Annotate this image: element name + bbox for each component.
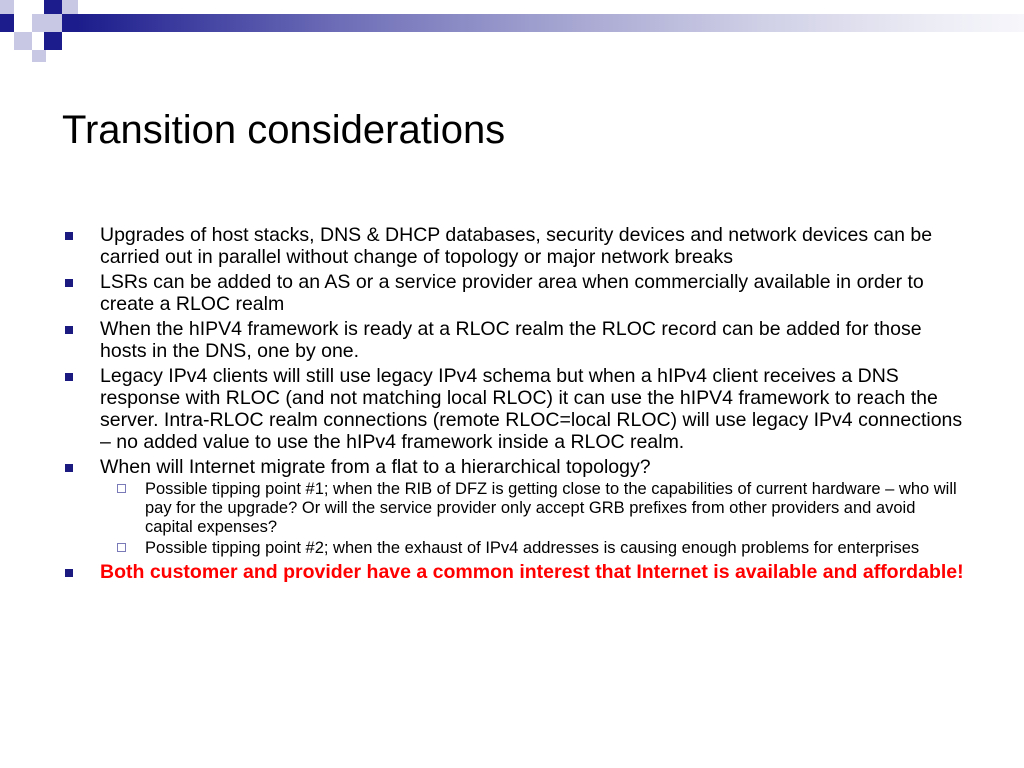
header-square <box>14 32 32 50</box>
square-bullet-icon <box>65 373 73 381</box>
bullet-item <box>62 456 967 558</box>
emphasis-bullet-text: Both customer and provider have a common interest that Internet is available and affordable! <box>100 561 964 583</box>
header-square <box>0 0 14 14</box>
header-square <box>14 14 32 32</box>
bullet-item <box>62 271 967 315</box>
square-bullet-icon <box>65 569 73 577</box>
bullet-text: LSRs can be added to an AS or a service provider area when commercially available in order to create a RLOC realm <box>100 271 924 315</box>
hollow-square-bullet-icon <box>117 543 126 552</box>
square-bullet-icon <box>65 464 73 472</box>
square-bullet-icon <box>65 326 73 334</box>
bullet-item <box>62 561 967 583</box>
square-bullet-icon <box>65 279 73 287</box>
bullet-item <box>62 224 967 268</box>
header-square <box>14 0 32 14</box>
sub-bullet-item <box>100 480 967 537</box>
bullet-item <box>62 365 967 453</box>
hollow-square-bullet-icon <box>117 484 126 493</box>
square-bullet-icon <box>65 232 73 240</box>
header-square <box>62 0 78 14</box>
header-square <box>44 32 62 50</box>
sub-bullet-text: Possible tipping point #1; when the RIB of DFZ is getting close to the capabilities of current hardware – who will pay for the upgrade? Or will the service provider only accept GRB prefixes from other providers and avoid capital expenses? <box>145 480 957 536</box>
header-gradient-bar <box>78 14 1024 32</box>
header-square <box>0 14 14 32</box>
bullet-list <box>62 224 967 586</box>
header-square <box>44 0 62 14</box>
sub-bullet-text: Possible tipping point #2; when the exhaust of IPv4 addresses is causing enough problems for enterprises <box>145 539 920 557</box>
sub-bullet-item <box>100 539 967 558</box>
header-square <box>32 14 62 32</box>
bullet-text: When will Internet migrate from a flat to a hierarchical topology? <box>100 456 651 478</box>
bullet-text: Upgrades of host stacks, DNS & DHCP databases, security devices and network devices can be carried out in parallel without change of topology or major network breaks <box>100 224 933 268</box>
bullet-text: Legacy IPv4 clients will still use legacy IPv4 schema but when a hIPv4 client receives a DNS response with RLOC (and not matching local RLOC) it can use the hIPV4 framework to reach the server. Intra-RLOC realm connections (remote RLOC=local RLOC) will use legacy IPv4 connections – no added value to use the hIPv4 framework inside a RLOC realm. <box>100 365 963 453</box>
sub-bullet-list <box>100 480 967 558</box>
header-square <box>62 14 78 32</box>
bullet-item <box>62 318 967 362</box>
header-square <box>32 50 46 62</box>
slide-title: Transition considerations <box>62 108 506 152</box>
bullet-text: When the hIPV4 framework is ready at a RLOC realm the RLOC record can be added for those hosts in the DNS, one by one. <box>100 318 922 362</box>
